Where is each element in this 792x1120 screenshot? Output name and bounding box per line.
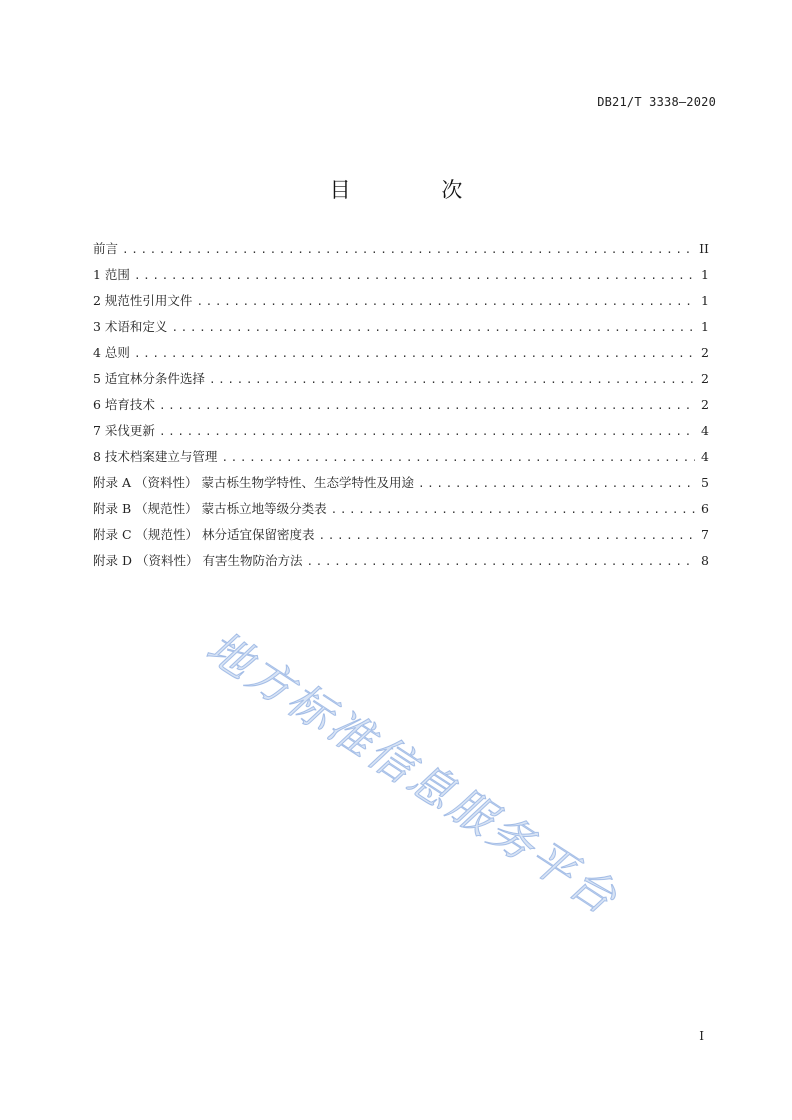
toc-entry-label: 8 技术档案建立与管理 [93,449,218,464]
toc-leader-dots [159,419,695,445]
toc-leader-dots [159,393,695,419]
toc-leader-dots [209,367,695,393]
toc-entry-terms-definitions[interactable] [93,314,709,340]
table-of-contents [93,236,709,574]
toc-entry-appendix-c[interactable] [93,522,709,548]
toc-entry-stand-selection[interactable] [93,366,709,392]
toc-entry-appendix-d[interactable] [93,548,709,574]
toc-entry-page: 2 [701,345,709,360]
toc-entry-label: 7 采伐更新 [93,423,155,438]
toc-leader-dots [134,263,695,289]
toc-entry-appendix-a[interactable] [93,470,709,496]
toc-entry-page: 6 [701,501,709,516]
toc-entry-page: II [699,241,709,256]
page-title: 目 次 [329,178,505,202]
toc-entry-cultivation[interactable] [93,392,709,418]
toc-entry-label: 5 适宜林分条件选择 [93,371,205,386]
toc-entry-page: 7 [701,527,709,542]
toc-entry-page: 4 [701,423,709,438]
toc-entry-normative-references[interactable] [93,288,709,314]
toc-leader-dots [221,445,695,471]
toc-entry-label: 6 培育技术 [93,397,155,412]
toc-entry-page: 1 [701,267,709,282]
toc-entry-label: 前言 [93,241,119,256]
toc-leader-dots [418,471,695,497]
toc-entry-foreword[interactable] [93,236,709,262]
toc-leader-dots [171,315,695,341]
watermark: 地方标准信息服务平台 [197,621,628,926]
toc-entry-page: 2 [701,397,709,412]
toc-entry-page: 8 [701,553,709,568]
toc-leader-dots [196,289,695,315]
toc-entry-page: 1 [701,293,709,308]
toc-entry-page: 5 [701,475,709,490]
toc-leader-dots [319,523,696,549]
toc-entry-page: 2 [701,371,709,386]
toc-entry-page: 4 [701,449,709,464]
toc-entry-harvest-regeneration[interactable] [93,418,709,444]
toc-leader-dots [134,341,695,367]
toc-entry-label: 3 术语和定义 [93,319,168,334]
toc-entry-label: 附录 B （规范性） 蒙古栎立地等级分类表 [93,501,327,516]
document-code: DB21/T 3338—2020 [597,95,716,109]
toc-entry-label: 1 范围 [93,267,130,282]
toc-entry-label: 附录 D （资料性） 有害生物防治方法 [93,553,303,568]
toc-entry-archives[interactable] [93,444,709,470]
toc-entry-page: 1 [701,319,709,334]
toc-leader-dots [122,237,695,263]
toc-entry-label: 附录 A （资料性） 蒙古栎生物学特性、生态学特性及用途 [93,475,414,490]
toc-entry-label: 附录 C （规范性） 林分适宜保留密度表 [93,527,315,542]
toc-leader-dots [306,549,695,575]
toc-entry-label: 2 规范性引用文件 [93,293,193,308]
toc-entry-general-rules[interactable] [93,340,709,366]
page-number: I [699,1029,704,1043]
toc-leader-dots [331,497,695,523]
toc-entry-label: 4 总则 [93,345,130,360]
toc-entry-scope[interactable] [93,262,709,288]
toc-entry-appendix-b[interactable] [93,496,709,522]
